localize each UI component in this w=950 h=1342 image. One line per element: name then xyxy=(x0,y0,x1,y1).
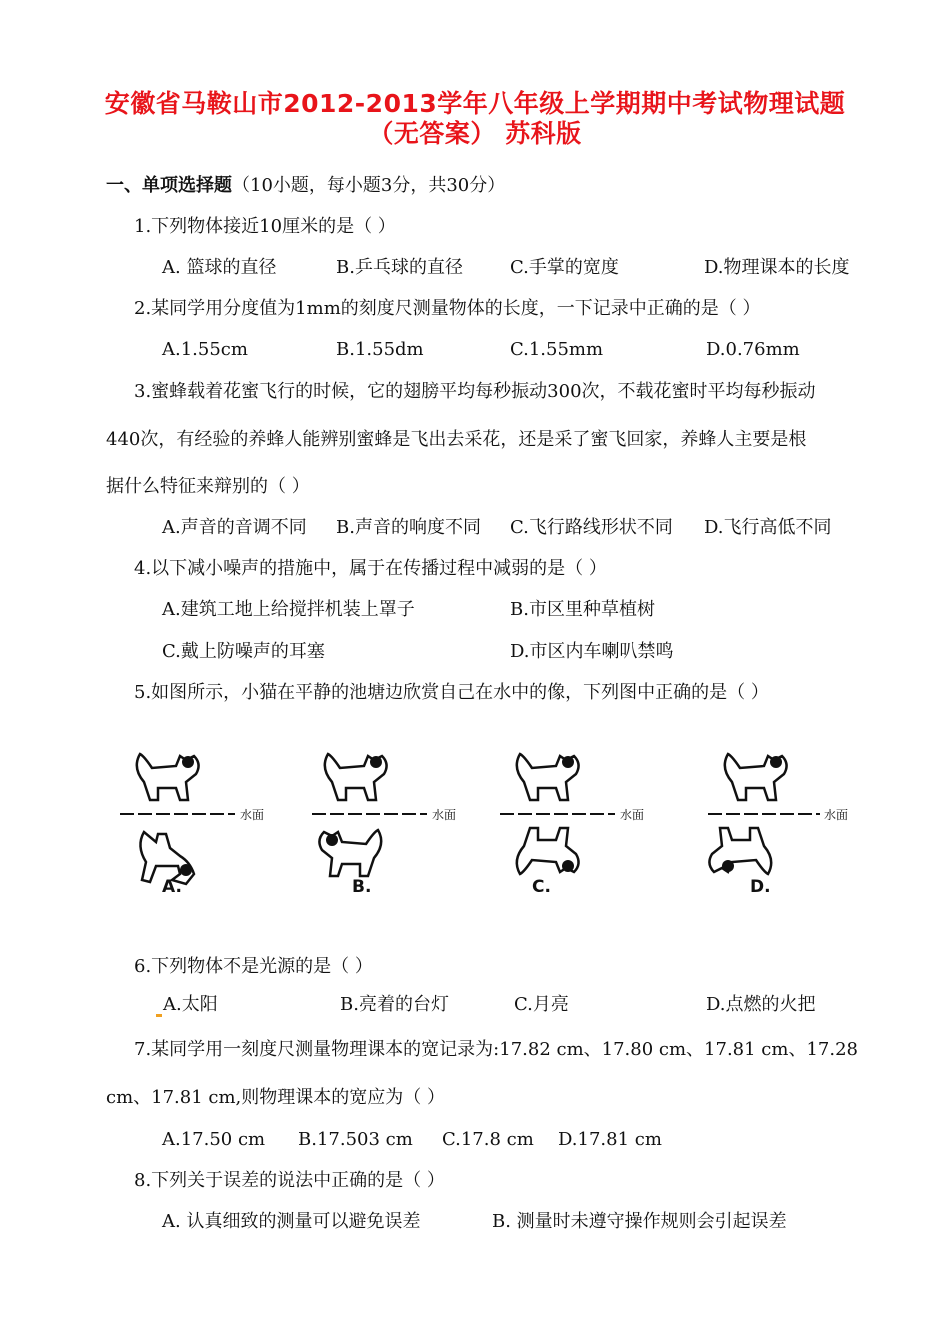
q2-option-a: A.1.55cm xyxy=(162,339,248,360)
cat-reflection-figure-b xyxy=(312,740,502,900)
section-note: （10小题，每小题3分，共30分） xyxy=(232,175,506,196)
q4-option-a: A.建筑工地上给搅拌机装上罩子 xyxy=(162,599,415,620)
q1-option-b: B.乒乓球的直径 xyxy=(336,257,463,278)
q4-option-b: B.市区里种草植树 xyxy=(510,599,655,620)
q8-option-b: B. 测量时未遵守操作规则会引起误差 xyxy=(492,1211,787,1232)
q7-option-d: D.17.81 cm xyxy=(558,1129,662,1150)
water-label-b: 水面 xyxy=(432,808,457,822)
q6-option-c: C.月亮 xyxy=(514,994,569,1015)
section-heading xyxy=(106,174,505,198)
question-3-stem-line2: 440次，有经验的养蜂人能辨别蜜蜂是飞出去采花，还是采了蜜飞回家，养蜂人主要是根 xyxy=(106,429,807,450)
question-2-stem: 2.某同学用分度值为1mm的刻度尺测量物体的长度，一下记录中正确的是（ ） xyxy=(134,298,761,319)
q1-option-d: D.物理课本的长度 xyxy=(704,257,850,278)
q3-option-a: A.声音的音调不同 xyxy=(162,517,307,538)
figure-label-a: A. xyxy=(162,877,182,897)
figure-label-c: C. xyxy=(532,877,551,897)
section-title: 一、单项选择题 xyxy=(106,175,232,196)
figure-option-c xyxy=(500,740,690,900)
figure-label-d: D. xyxy=(750,877,771,897)
cat-reflection-figure-c xyxy=(500,740,690,900)
q7-option-a: A.17.50 cm xyxy=(162,1129,266,1150)
exam-title-line1: 安徽省马鞍山市2012-2013学年八年级上学期期中考试物理试题 xyxy=(104,89,846,118)
q3-option-b: B.声音的响度不同 xyxy=(336,517,481,538)
question-6-stem: 6.下列物体不是光源的是（ ） xyxy=(134,956,373,977)
question-1-stem: 1.下列物体接近10厘米的是（ ） xyxy=(134,216,396,237)
figure-option-b xyxy=(312,740,502,900)
water-label-d: 水面 xyxy=(824,808,849,822)
question-3-stem-line1: 3.蜜蜂载着花蜜飞行的时候，它的翅膀平均每秒振动300次，不载花蜜时平均每秒振动 xyxy=(134,381,816,402)
cat-reflection-figure-d xyxy=(708,740,898,900)
q6-option-b: B.亮着的台灯 xyxy=(340,994,449,1015)
question-7-stem-line2: cm、17.81 cm,则物理课本的宽应为（ ） xyxy=(106,1087,445,1108)
q1-option-c: C.手掌的宽度 xyxy=(510,257,619,278)
question-8-stem: 8.下列关于误差的说法中正确的是（ ） xyxy=(134,1170,445,1191)
question-4-stem: 4.以下减小噪声的措施中，属于在传播过程中减弱的是（ ） xyxy=(134,558,607,579)
question-5-stem: 5.如图所示，小猫在平静的池塘边欣赏自己在水中的像，下列图中正确的是（ ） xyxy=(134,682,769,703)
q4-option-c: C.戴上防噪声的耳塞 xyxy=(162,641,325,662)
question-3-stem-line3: 据什么特征来辩别的（ ） xyxy=(106,476,310,497)
q4-option-d: D.市区内车喇叭禁鸣 xyxy=(510,641,674,662)
q7-option-c: C.17.8 cm xyxy=(442,1129,534,1150)
q6-option-d: D.点燃的火把 xyxy=(706,994,816,1015)
q3-option-d: D.飞行高低不同 xyxy=(704,517,832,538)
water-label-a: 水面 xyxy=(240,808,265,822)
q7-option-b: B.17.503 cm xyxy=(298,1129,413,1150)
figure-label-b: B. xyxy=(352,877,372,897)
figure-option-a xyxy=(120,740,310,900)
scan-mark xyxy=(156,1014,162,1017)
exam-title-line2: （无答案） 苏科版 xyxy=(368,119,582,148)
question-7-stem-line1: 7.某同学用一刻度尺测量物理课本的宽记录为:17.82 cm、17.80 cm、17.81 cm、17.28 xyxy=(134,1039,858,1060)
q1-option-a: A. 篮球的直径 xyxy=(162,257,277,278)
cat-reflection-figure-a xyxy=(120,740,310,900)
q2-option-b: B.1.55dm xyxy=(336,339,424,360)
q8-option-a: A. 认真细致的测量可以避免误差 xyxy=(162,1211,421,1232)
q3-option-c: C.飞行路线形状不同 xyxy=(510,517,673,538)
water-label-c: 水面 xyxy=(620,808,645,822)
q2-option-c: C.1.55mm xyxy=(510,339,604,360)
q6-option-a-text: A.太阳 xyxy=(163,994,218,1015)
q6-option-a xyxy=(156,993,218,1017)
figure-option-d xyxy=(708,740,898,900)
q2-option-d: D.0.76mm xyxy=(706,339,800,360)
